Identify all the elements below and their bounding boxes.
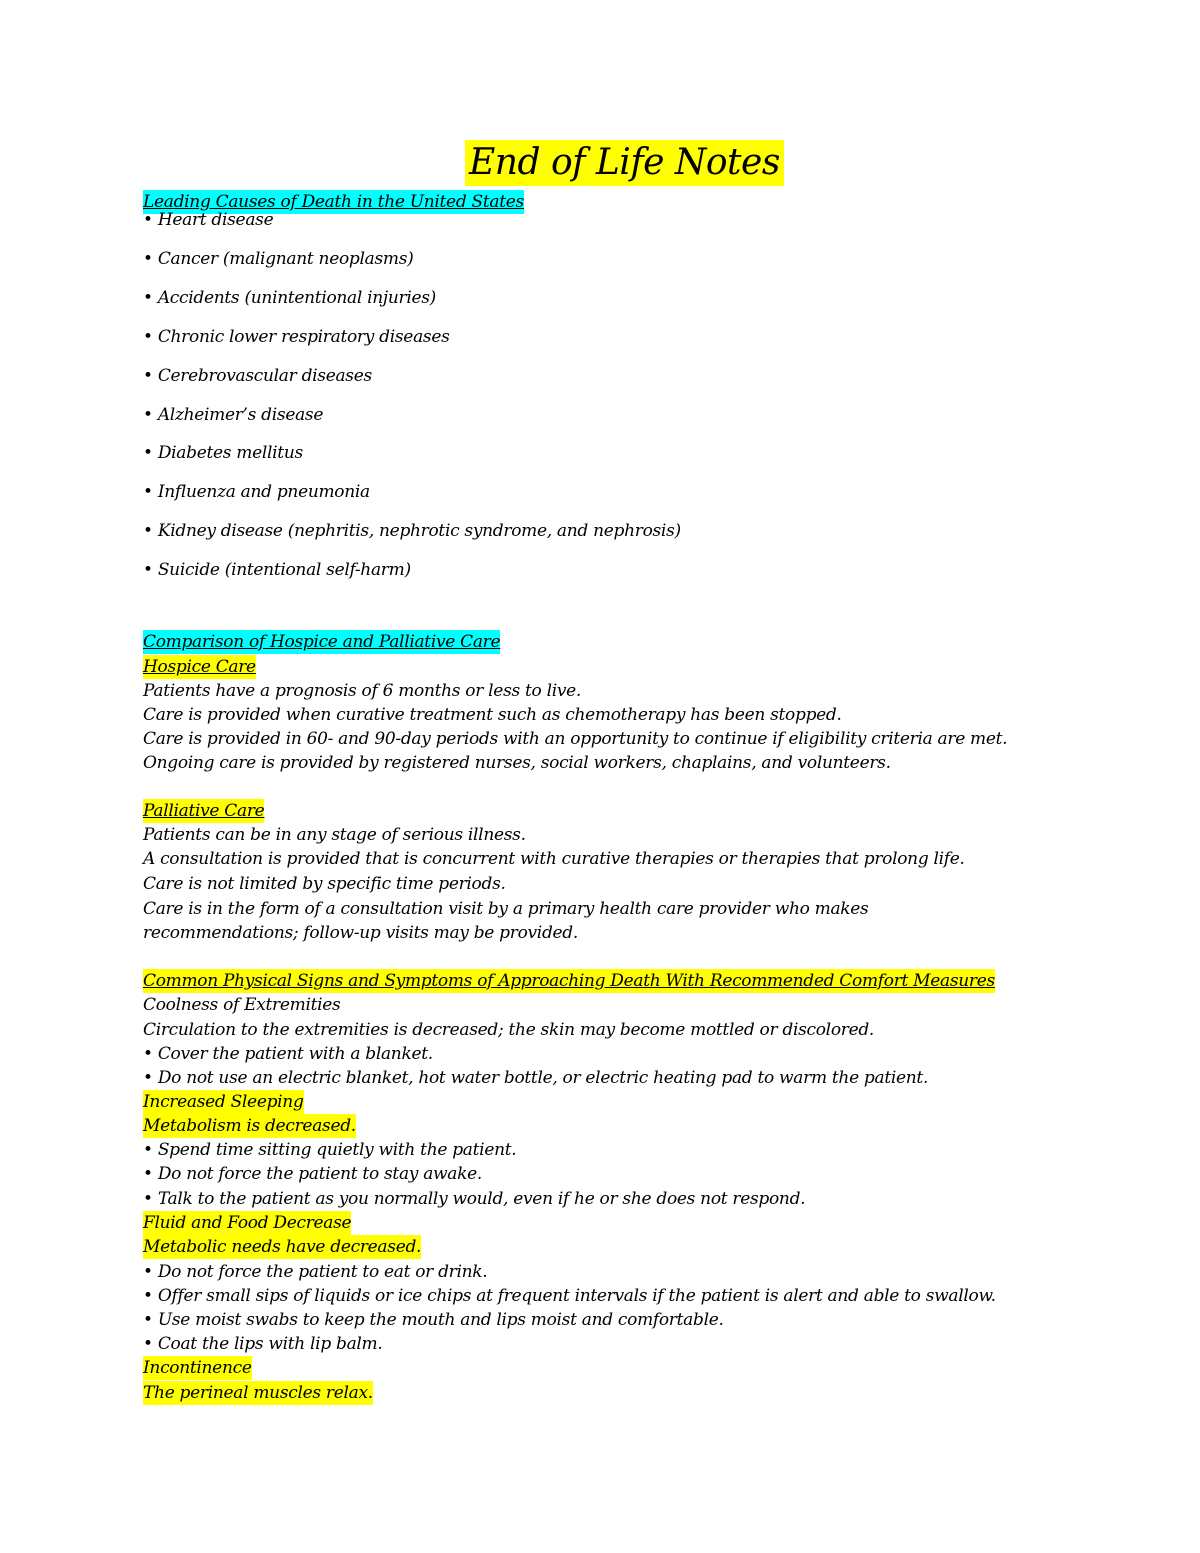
palliative-heading: Palliative Care xyxy=(143,801,265,821)
cause-item: • Diabetes mellitus xyxy=(143,443,303,463)
causes-heading: Leading Causes of Death in the United States xyxy=(143,192,524,212)
cause-item: • Accidents (unintentional injuries) xyxy=(143,288,437,308)
comparison-heading: Comparison of Hospice and Palliative Care xyxy=(143,632,501,652)
coolness-line: • Cover the patient with a blanket. xyxy=(143,1044,433,1064)
cause-item: • Kidney disease (nephritis, nephrotic syndrome, and nephrosis) xyxy=(143,521,681,541)
sleeping-line: • Talk to the patient as you normally would, even if he or she does not respond. xyxy=(143,1189,806,1209)
sleeping-line: • Do not force the patient to stay awake. xyxy=(143,1164,482,1184)
sleeping-cause: Metabolism is decreased. xyxy=(143,1116,356,1136)
incontinence-cause: The perineal muscles relax. xyxy=(143,1383,373,1403)
fluid-line: • Offer small sips of liquids or ice chips at frequent intervals if the patient is alert and able to swallow. xyxy=(143,1286,996,1306)
hospice-line: Care is provided in 60- and 90-day periods with an opportunity to continue if eligibility criteria are met. xyxy=(143,729,1008,749)
cause-item: • Suicide (intentional self-harm) xyxy=(143,560,411,580)
hospice-heading: Hospice Care xyxy=(143,657,256,677)
cause-item: • Alzheimer’s disease xyxy=(143,405,324,425)
coolness-line: • Do not use an electric blanket, hot water bottle, or electric heating pad to warm the patient. xyxy=(143,1068,929,1088)
cause-item: • Heart disease xyxy=(143,210,274,230)
palliative-line: Patients can be in any stage of serious illness. xyxy=(143,825,526,845)
coolness-line: Circulation to the extremities is decreased; the skin may become mottled or discolored. xyxy=(143,1020,875,1040)
fluid-line: • Use moist swabs to keep the mouth and lips moist and comfortable. xyxy=(143,1310,724,1330)
palliative-line: recommendations; follow-up visits may be provided. xyxy=(143,923,578,943)
cause-item: • Cerebrovascular diseases xyxy=(143,366,372,386)
palliative-line: Care is not limited by specific time periods. xyxy=(143,874,506,894)
hospice-line: Patients have a prognosis of 6 months or less to live. xyxy=(143,681,582,701)
cause-item: • Influenza and pneumonia xyxy=(143,482,370,502)
cause-item: • Cancer (malignant neoplasms) xyxy=(143,249,414,269)
signs-heading: Common Physical Signs and Symptoms of Approaching Death With Recommended Comfort Measures xyxy=(143,971,995,991)
coolness-heading: Coolness of Extremities xyxy=(143,995,341,1015)
cause-item: • Chronic lower respiratory diseases xyxy=(143,327,450,347)
fluid-cause: Metabolic needs have decreased. xyxy=(143,1237,422,1257)
palliative-line: Care is in the form of a consultation visit by a primary health care provider who makes xyxy=(143,899,869,919)
fluid-line: • Do not force the patient to eat or drink. xyxy=(143,1262,488,1282)
fluid-heading: Fluid and Food Decrease xyxy=(143,1213,352,1233)
fluid-line: • Coat the lips with lip balm. xyxy=(143,1334,383,1354)
hospice-line: Ongoing care is provided by registered nurses, social workers, chaplains, and volunteers. xyxy=(143,753,891,773)
palliative-line: A consultation is provided that is concurrent with curative therapies or therapies that prolong life. xyxy=(143,849,965,869)
sleeping-heading: Increased Sleeping xyxy=(143,1092,304,1112)
hospice-line: Care is provided when curative treatment such as chemotherapy has been stopped. xyxy=(143,705,842,725)
incontinence-heading: Incontinence xyxy=(143,1358,252,1378)
page-title: End of Life Notes xyxy=(465,140,784,186)
sleeping-line: • Spend time sitting quietly with the patient. xyxy=(143,1140,517,1160)
